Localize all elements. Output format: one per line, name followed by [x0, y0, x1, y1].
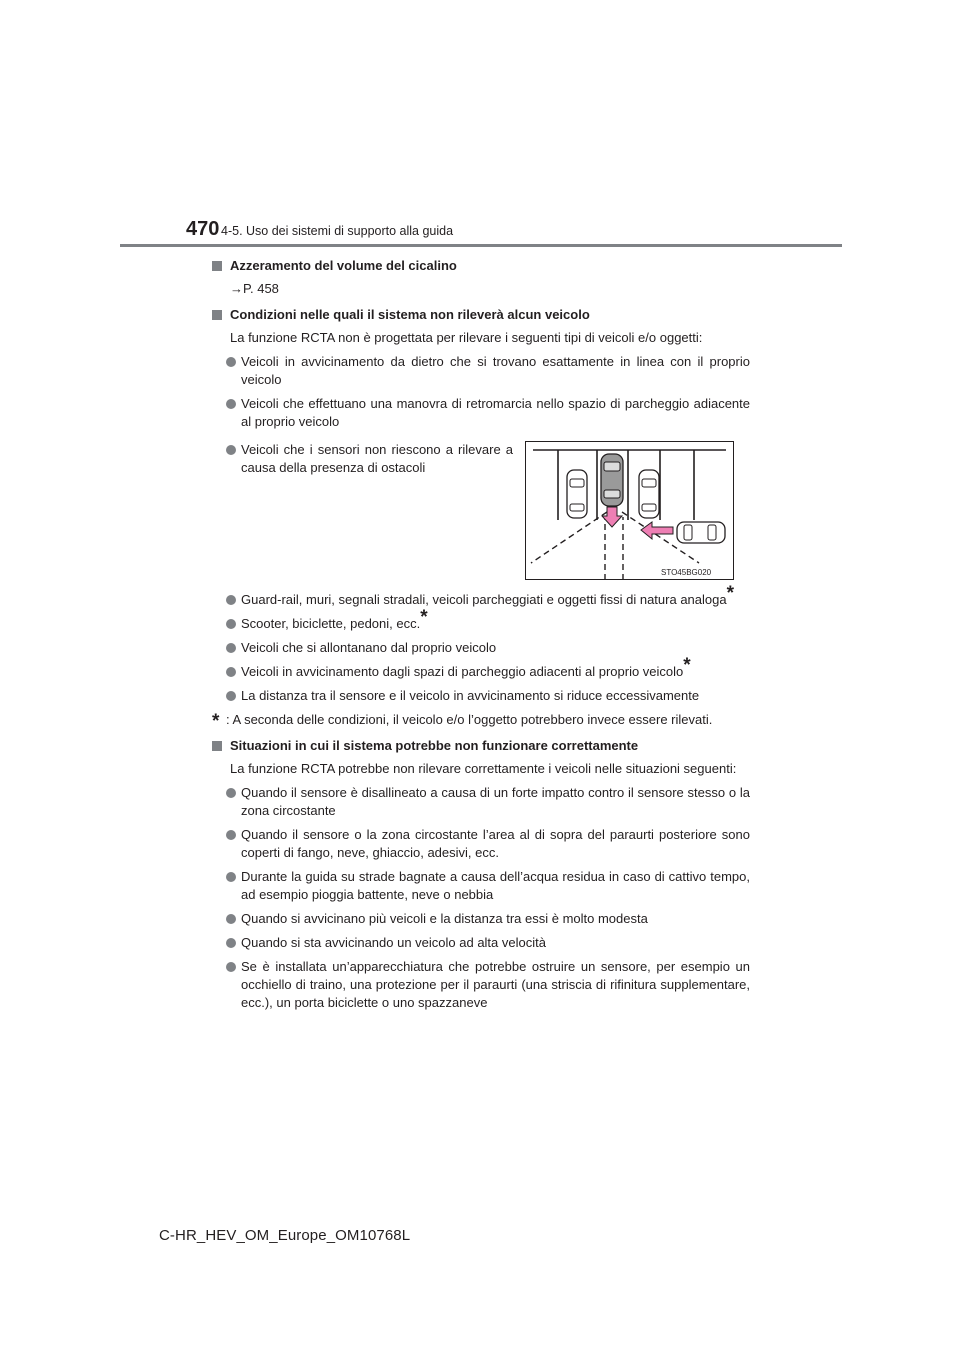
list-item: Quando si sta avvicinando un veicolo ad alta velocità: [212, 934, 750, 952]
parking-illustration: [525, 441, 734, 580]
list-item: Veicoli che i sensori non riescono a rilevare a causa della presenza di ostacoli: [212, 441, 513, 477]
round-bullet-icon: [226, 788, 236, 798]
document-code: C-HR_HEV_OM_Europe_OM10768L: [159, 1227, 411, 1244]
round-bullet-icon: [226, 872, 236, 882]
parking-diagram: [525, 441, 734, 580]
footnote: * : A seconda delle condizioni, il veicolo e/o l’oggetto potrebbero invece essere rilevati.: [212, 711, 713, 732]
section-heading: Condizioni nelle quali il sistema non rileverà alcun veicolo: [212, 306, 750, 324]
list-item: Veicoli che si allontanano dal proprio veicolo: [212, 639, 750, 657]
cross-reference: →P. 458: [230, 281, 279, 296]
square-bullet-icon: [212, 741, 222, 751]
round-bullet-icon: [226, 830, 236, 840]
asterisk-marker: *: [683, 655, 691, 676]
page-content: [212, 257, 750, 1018]
asterisk-marker: *: [420, 607, 428, 628]
header-rule: [120, 244, 842, 247]
list-item: Guard-rail, muri, segnali stradali, veicoli parcheggiati e oggetti fissi di natura analoga*: [212, 591, 750, 609]
figure-code: STO45BG020: [661, 568, 712, 577]
approaching-car: [677, 522, 725, 543]
parked-car-left: [567, 470, 587, 518]
list-item: Veicoli in avvicinamento dagli spazi di parcheggio adiacenti al proprio veicolo*: [212, 663, 750, 681]
parked-car-right: [639, 470, 659, 518]
list-item: Quando il sensore è disallineato a causa di un forte impatto contro il sensore stesso o la zona circostante: [212, 784, 750, 820]
section-intro: La funzione RCTA potrebbe non rilevare correttamente i veicoli nelle situazioni seguenti:: [230, 761, 737, 776]
round-bullet-icon: [226, 445, 236, 455]
square-bullet-icon: [212, 310, 222, 320]
list-item: Veicoli che effettuano una manovra di retromarcia nello spazio di parcheggio adiacente al proprio veicolo: [212, 395, 750, 431]
round-bullet-icon: [226, 619, 236, 629]
asterisk-marker: *: [726, 583, 734, 604]
list-item: Quando si avvicinano più veicoli e la distanza tra essi è molto modesta: [212, 910, 750, 928]
list-item: Durante la guida su strade bagnate a causa dell’acqua residua in caso di cattivo tempo, ad esempio pioggia battente, neve o nebbia: [212, 868, 750, 904]
section-intro: La funzione RCTA non è progettata per rilevare i seguenti tipi di veicoli e/o oggetti:: [230, 330, 703, 345]
round-bullet-icon: [226, 643, 236, 653]
section-title: 4-5. Uso dei sistemi di supporto alla guida: [221, 224, 454, 238]
round-bullet-icon: [226, 938, 236, 948]
list-item: Quando il sensore o la zona circostante l’area al di sopra del paraurti posteriore sono coperti di fango, neve, ghiaccio, adesivi, ecc.: [212, 826, 750, 862]
asterisk-marker: *: [212, 711, 220, 732]
page-number: 470: [186, 218, 220, 240]
round-bullet-icon: [226, 595, 236, 605]
section-heading: Azzeramento del volume del cicalino: [212, 257, 750, 275]
square-bullet-icon: [212, 261, 222, 271]
list-item: La distanza tra il sensore e il veicolo in avvicinamento si riduce eccessivamente: [212, 687, 750, 705]
list-item: Scooter, biciclette, pedoni, ecc.*: [212, 615, 750, 633]
round-bullet-icon: [226, 357, 236, 367]
list-item: Se è installata un’apparecchiatura che potrebbe ostruire un sensore, per esempio un occhiello di traino, una protezione per il paraurti (una striscia di rifinitura supplementare, ecc.), un porta biciclette o uno spazzaneve: [212, 958, 750, 1012]
figure-row: [212, 441, 750, 583]
round-bullet-icon: [226, 399, 236, 409]
round-bullet-icon: [226, 914, 236, 924]
round-bullet-icon: [226, 962, 236, 972]
own-vehicle: [601, 454, 623, 506]
section-heading: Situazioni in cui il sistema potrebbe non funzionare correttamente: [212, 737, 750, 755]
round-bullet-icon: [226, 691, 236, 701]
round-bullet-icon: [226, 667, 236, 677]
list-item: Veicoli in avvicinamento da dietro che si trovano esattamente in linea con il proprio veicolo: [212, 353, 750, 389]
